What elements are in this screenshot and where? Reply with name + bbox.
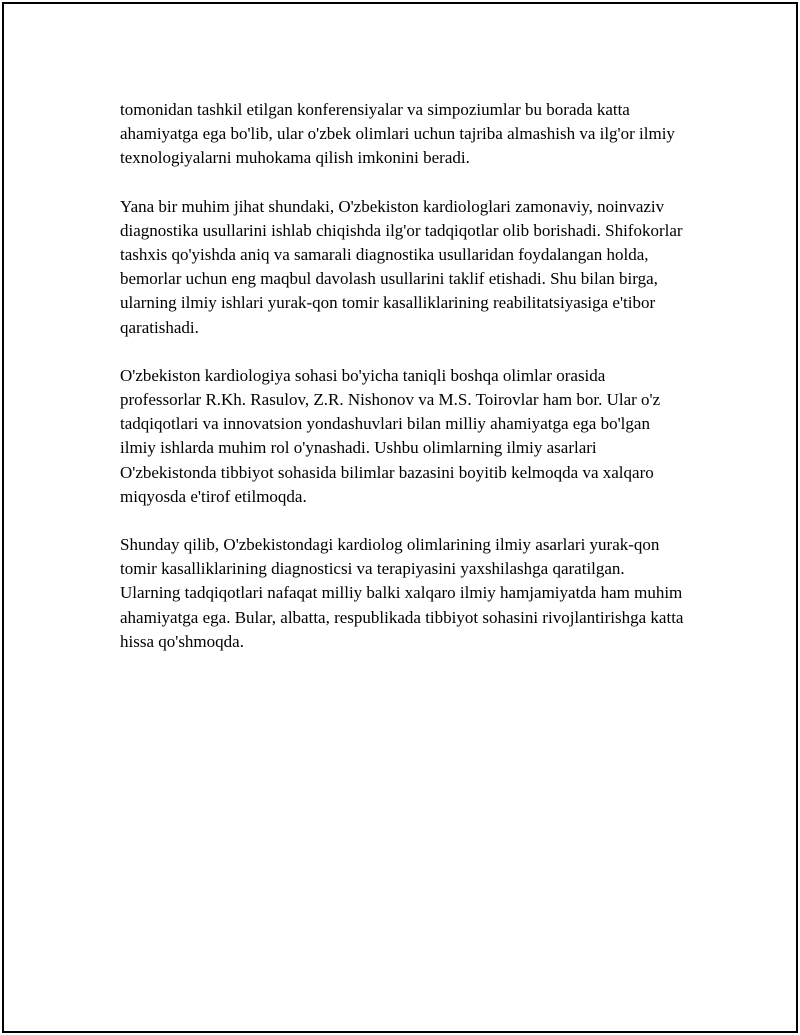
paragraph: Yana bir muhim jihat shundaki, O'zbekiston kardiologlari zamonaviy, noinvaziv diagnostika usullarini ishlab chiqishda ilg'or tadqiqotlar olib borishadi. Shifokorlar tashxis qo'yishda aniq va samarali diagnostika usullaridan foydalangan holda, bemorlar uchun eng maqbul davolash usullarini taklif etishadi. Shu bilan birga, ularning ilmiy ishlari yurak-qon tomir kasalliklarining reabilitatsiyasiga e'tibor qaratishadi.	[120, 196, 683, 337]
document-body	[120, 98, 688, 678]
document-page	[2, 2, 798, 1033]
paragraph: tomonidan tashkil etilgan konferensiyalar va simpoziumlar bu borada katta ahamiyatga ega bo'lib, ular o'zbek olimlari uchun tajriba almashish va ilg'or ilmiy texnologiyalarni muhokama qilish imkonini beradi.	[120, 100, 675, 168]
paragraph: Shunday qilib, O'zbekistondagi kardiolog olimlarining ilmiy asarlari yurak-qon tomir kasalliklarining diagnosticsi va terapiyasini yaxshilashga qaratilgan. Ularning tadqiqotlari nafaqat milliy balki xalqaro ilmiy hamjamiyatda ham muhim ahamiyatga ega. Bular, albatta, respublikada tibbiyot sohasini rivojlantirishga katta hissa qo'shmoqda.	[120, 535, 684, 651]
paragraph: O'zbekiston kardiologiya sohasi bo'yicha taniqli boshqa olimlar orasida professorlar R.Kh. Rasulov, Z.R. Nishonov va M.S. Toirovlar ham bor. Ular o'z tadqiqotlari va innovatsion yondashuvlari bilan milliy ahamiyatga ega bo'lgan ilmiy ishlarda muhim rol o'ynashadi. Ushbu olimlarning ilmiy asarlari O'zbekistonda tibbiyot sohasida bilimlar bazasini boyitib kelmoqda va xalqaro miqyosda e'tirof etilmoqda.	[120, 365, 661, 506]
